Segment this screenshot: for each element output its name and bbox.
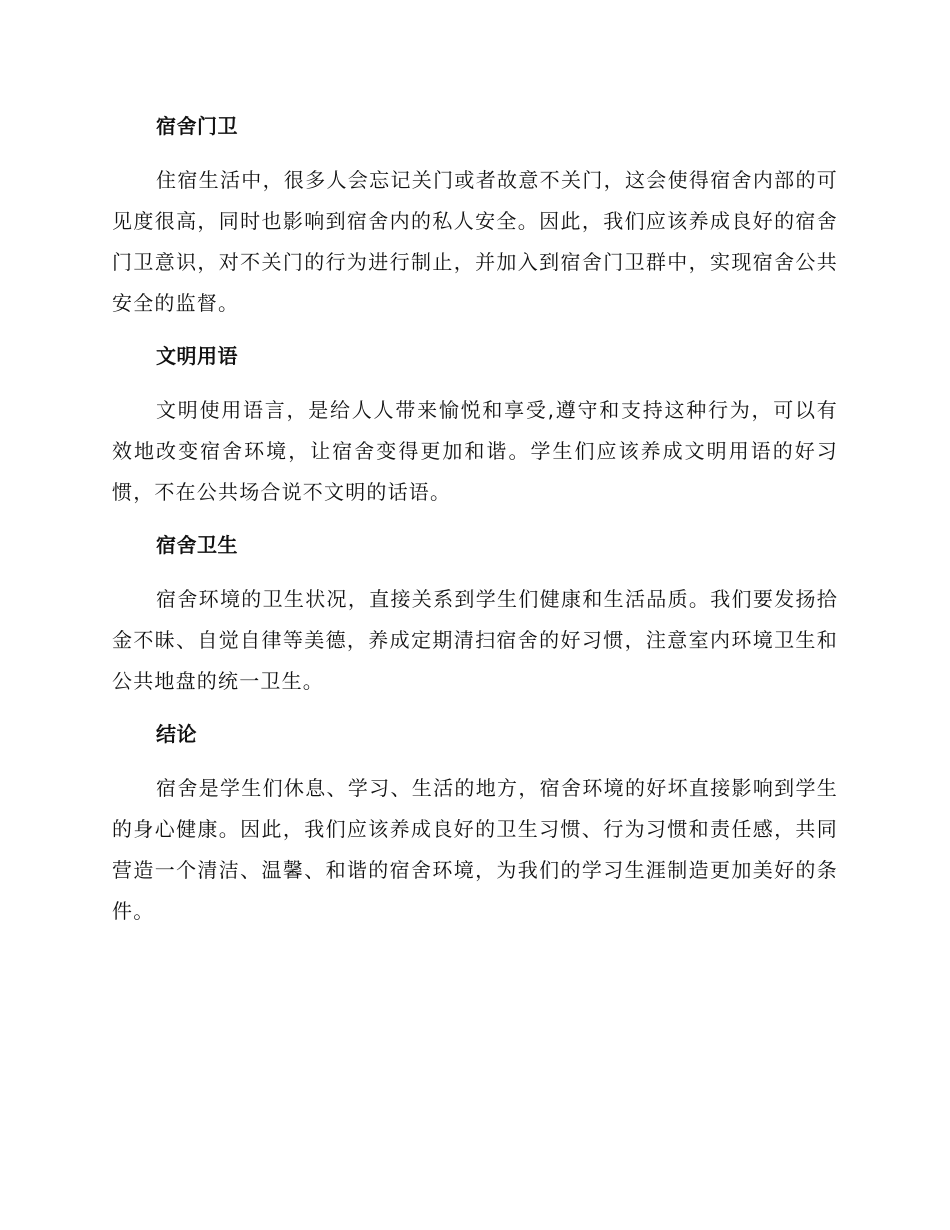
section-heading: 文明用语: [156, 344, 238, 368]
section-heading: 宿舍卫生: [156, 533, 238, 557]
section-heading: 宿舍门卫: [156, 114, 238, 138]
section-dorm-door-guard: [112, 112, 838, 324]
section-paragraph: 宿舍是学生们休息、学习、生活的地方，宿舍环境的好坏直接影响到学生的身心健康。因此，我们应该养成良好的卫生习惯、行为习惯和责任感，共同营造一个清洁、温馨、和谐的宿舍环境，为我们的学习生涯制造更加美好的条件。: [112, 776, 838, 923]
section-paragraph: 宿舍环境的卫生状况，直接关系到学生们健康和生活品质。我们要发扬拾金不昧、自觉自律等美德，养成定期清扫宿舍的好习惯，注意室内环境卫生和公共地盘的统一卫生。: [112, 587, 838, 693]
section-paragraph: 住宿生活中，很多人会忘记关门或者故意不关门，这会使得宿舍内部的可见度很高，同时也影响到宿舍内的私人安全。因此，我们应该养成良好的宿舍门卫意识，对不关门的行为进行制止，并加入到宿舍门卫群中，实现宿舍公共安全的监督。: [112, 168, 838, 315]
section-conclusion: [112, 720, 838, 932]
section-civil-language: [112, 342, 838, 513]
section-paragraph: 文明使用语言，是给人人带来愉悦和享受,遵守和支持这种行为，可以有效地改变宿舍环境，让宿舍变得更加和谐。学生们应该养成文明用语的好习惯，不在公共场合说不文明的话语。: [112, 398, 838, 504]
section-heading: 结论: [156, 722, 197, 746]
section-dorm-hygiene: [112, 531, 838, 702]
